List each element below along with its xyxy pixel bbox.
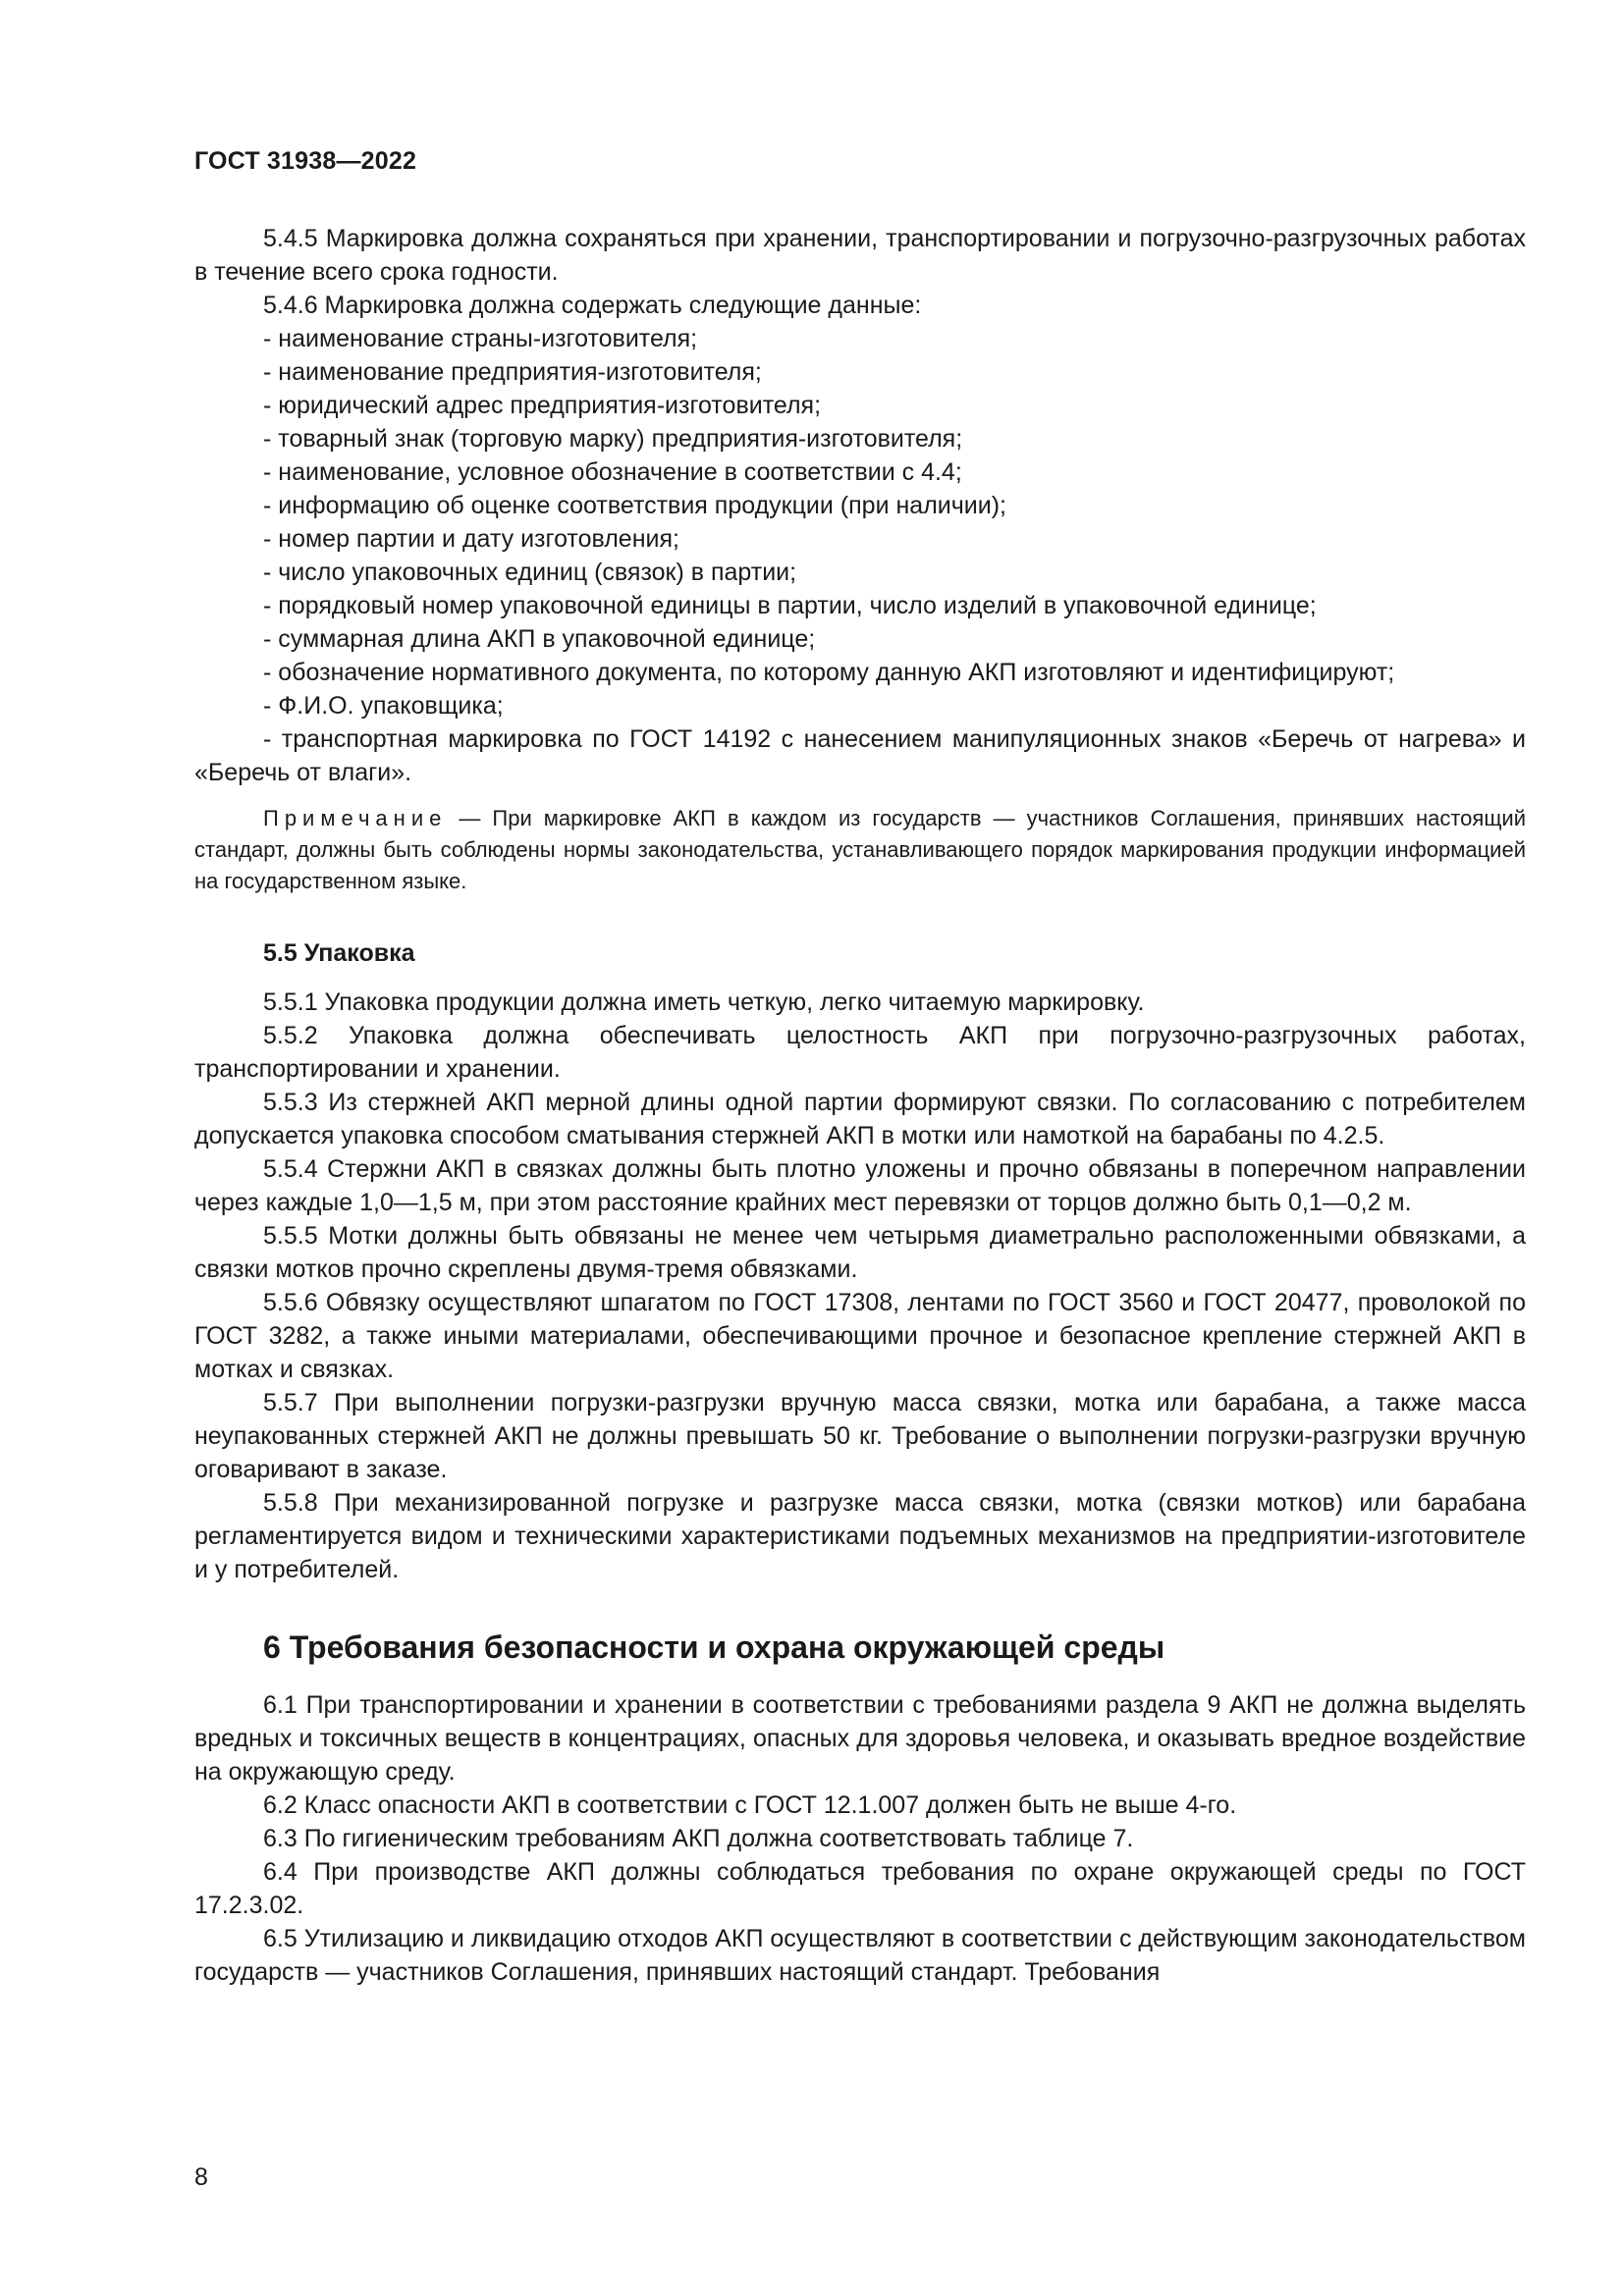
list-item: - порядковый номер упаковочной единицы в партии, число изделий в упаковочной единице; bbox=[263, 592, 1317, 619]
list-item: - наименование, условное обозначение в соответствии с 4.4; bbox=[263, 458, 962, 486]
paragraph-5-5-6: 5.5.6 Обвязку осуществляют шпагатом по ГОСТ 17308, лентами по ГОСТ 3560 и ГОСТ 20477, проволокой по ГОСТ 3282, а также иными материалами, обеспечивающими прочное и безопасное крепление стержней АКП в мотках и связках. bbox=[194, 1289, 1526, 1383]
paragraph-6-1: 6.1 При транспортировании и хранении в соответствии с требованиями раздела 9 АКП не должна выделять вредных и токсичных веществ в концентрациях, опасных для здоровья человека, и оказывать вредное воздействие на окружающую среду. bbox=[194, 1691, 1526, 1786]
section-title-6: 6 Требования безопасности и охрана окружающей среды bbox=[263, 1629, 1165, 1665]
paragraph-5-5-3: 5.5.3 Из стержней АКП мерной длины одной партии формируют связки. По согласованию с потребителем допускается упаковка способом сматывания стержней АКП в мотки или намоткой на барабаны по 4.2.5. bbox=[194, 1089, 1526, 1149]
paragraph-5-5-8: 5.5.8 При механизированной погрузке и разгрузке масса связки, мотка (связки мотков) или барабана регламентируется видом и техническими характеристиками подъемных механизмов на предприятии-изготовителе и у потребителей. bbox=[194, 1489, 1526, 1583]
paragraph-5-5-1: 5.5.1 Упаковка продукции должна иметь четкую, легко читаемую маркировку. bbox=[263, 988, 1145, 1016]
paragraph-5-5-4: 5.5.4 Стержни АКП в связках должны быть плотно уложены и прочно обвязаны в поперечном направлении через каждые 1,0—1,5 м, при этом расстояние крайних мест перевязки от торцов должно быть 0,1—0,2 м. bbox=[194, 1155, 1526, 1216]
list-item: - число упаковочных единиц (связок) в партии; bbox=[263, 559, 797, 586]
note bbox=[194, 803, 1526, 897]
list-item: - суммарная длина АКП в упаковочной единице; bbox=[263, 625, 816, 653]
paragraph-6-5: 6.5 Утилизацию и ликвидацию отходов АКП осуществляют в соответствии с действующим законодательством государств — участников Соглашения, принявших настоящий стандарт. Требования bbox=[194, 1925, 1526, 1986]
list-item: - номер партии и дату изготовления; bbox=[263, 525, 679, 553]
list-item: - информацию об оценке соответствия продукции (при наличии); bbox=[263, 492, 1006, 519]
section-title-5-5: 5.5 Упаковка bbox=[263, 939, 415, 967]
document-header: ГОСТ 31938—2022 bbox=[194, 147, 417, 175]
note-text: — При маркировке АКП в каждом из государств — участников Соглашения, принявших настоящий стандарт, должны быть соблюдены нормы законодательства, устанавливающего порядок маркирования продукции информацией на государственном языке. bbox=[194, 806, 1526, 893]
paragraph-5-4-6: 5.4.6 Маркировка должна содержать следующие данные: bbox=[263, 292, 922, 319]
page-number: 8 bbox=[194, 2163, 208, 2191]
paragraph-6-4: 6.4 При производстве АКП должны соблюдаться требования по охране окружающей среды по ГОСТ 17.2.3.02. bbox=[194, 1858, 1526, 1919]
list-item: - обозначение нормативного документа, по которому данную АКП изготовляют и идентифицируют; bbox=[263, 659, 1395, 686]
paragraph-5-5-5: 5.5.5 Мотки должны быть обвязаны не менее чем четырьмя диаметрально расположенными обвязками, а связки мотков прочно скреплены двумя-тремя обвязками. bbox=[194, 1222, 1526, 1283]
paragraph-5-4-5: 5.4.5 Маркировка должна сохраняться при хранении, транспортировании и погрузочно-разгрузочных работах в течение всего срока годности. bbox=[194, 225, 1526, 286]
list-item: - наименование предприятия-изготовителя; bbox=[263, 358, 762, 386]
paragraph-6-3: 6.3 По гигиеническим требованиям АКП должна соответствовать таблице 7. bbox=[263, 1825, 1134, 1852]
paragraph-5-5-2: 5.5.2 Упаковка должна обеспечивать целостность АКП при погрузочно-разгрузочных работах, транспортировании и хранении. bbox=[194, 1022, 1526, 1083]
list-item: - Ф.И.О. упаковщика; bbox=[263, 692, 504, 720]
paragraph-6-2: 6.2 Класс опасности АКП в соответствии с ГОСТ 12.1.007 должен быть не выше 4-го. bbox=[263, 1791, 1237, 1819]
list-item: - товарный знак (торговую марку) предприятия-изготовителя; bbox=[263, 425, 963, 453]
list-item-transport-marking: - транспортная маркировка по ГОСТ 14192 с нанесением манипуляционных знаков «Беречь от нагрева» и «Беречь от влаги». bbox=[194, 725, 1526, 786]
document-body bbox=[194, 222, 1526, 1989]
list-item: - юридический адрес предприятия-изготовителя; bbox=[263, 392, 822, 419]
paragraph-5-5-7: 5.5.7 При выполнении погрузки-разгрузки вручную масса связки, мотка или барабана, а также масса неупакованных стержней АКП не должны превышать 50 кг. Требование о выполнении погрузки-разгрузки вручную оговаривают в заказе. bbox=[194, 1389, 1526, 1483]
note-label: Примечание bbox=[263, 806, 448, 830]
list-item: - наименование страны-изготовителя; bbox=[263, 325, 698, 352]
